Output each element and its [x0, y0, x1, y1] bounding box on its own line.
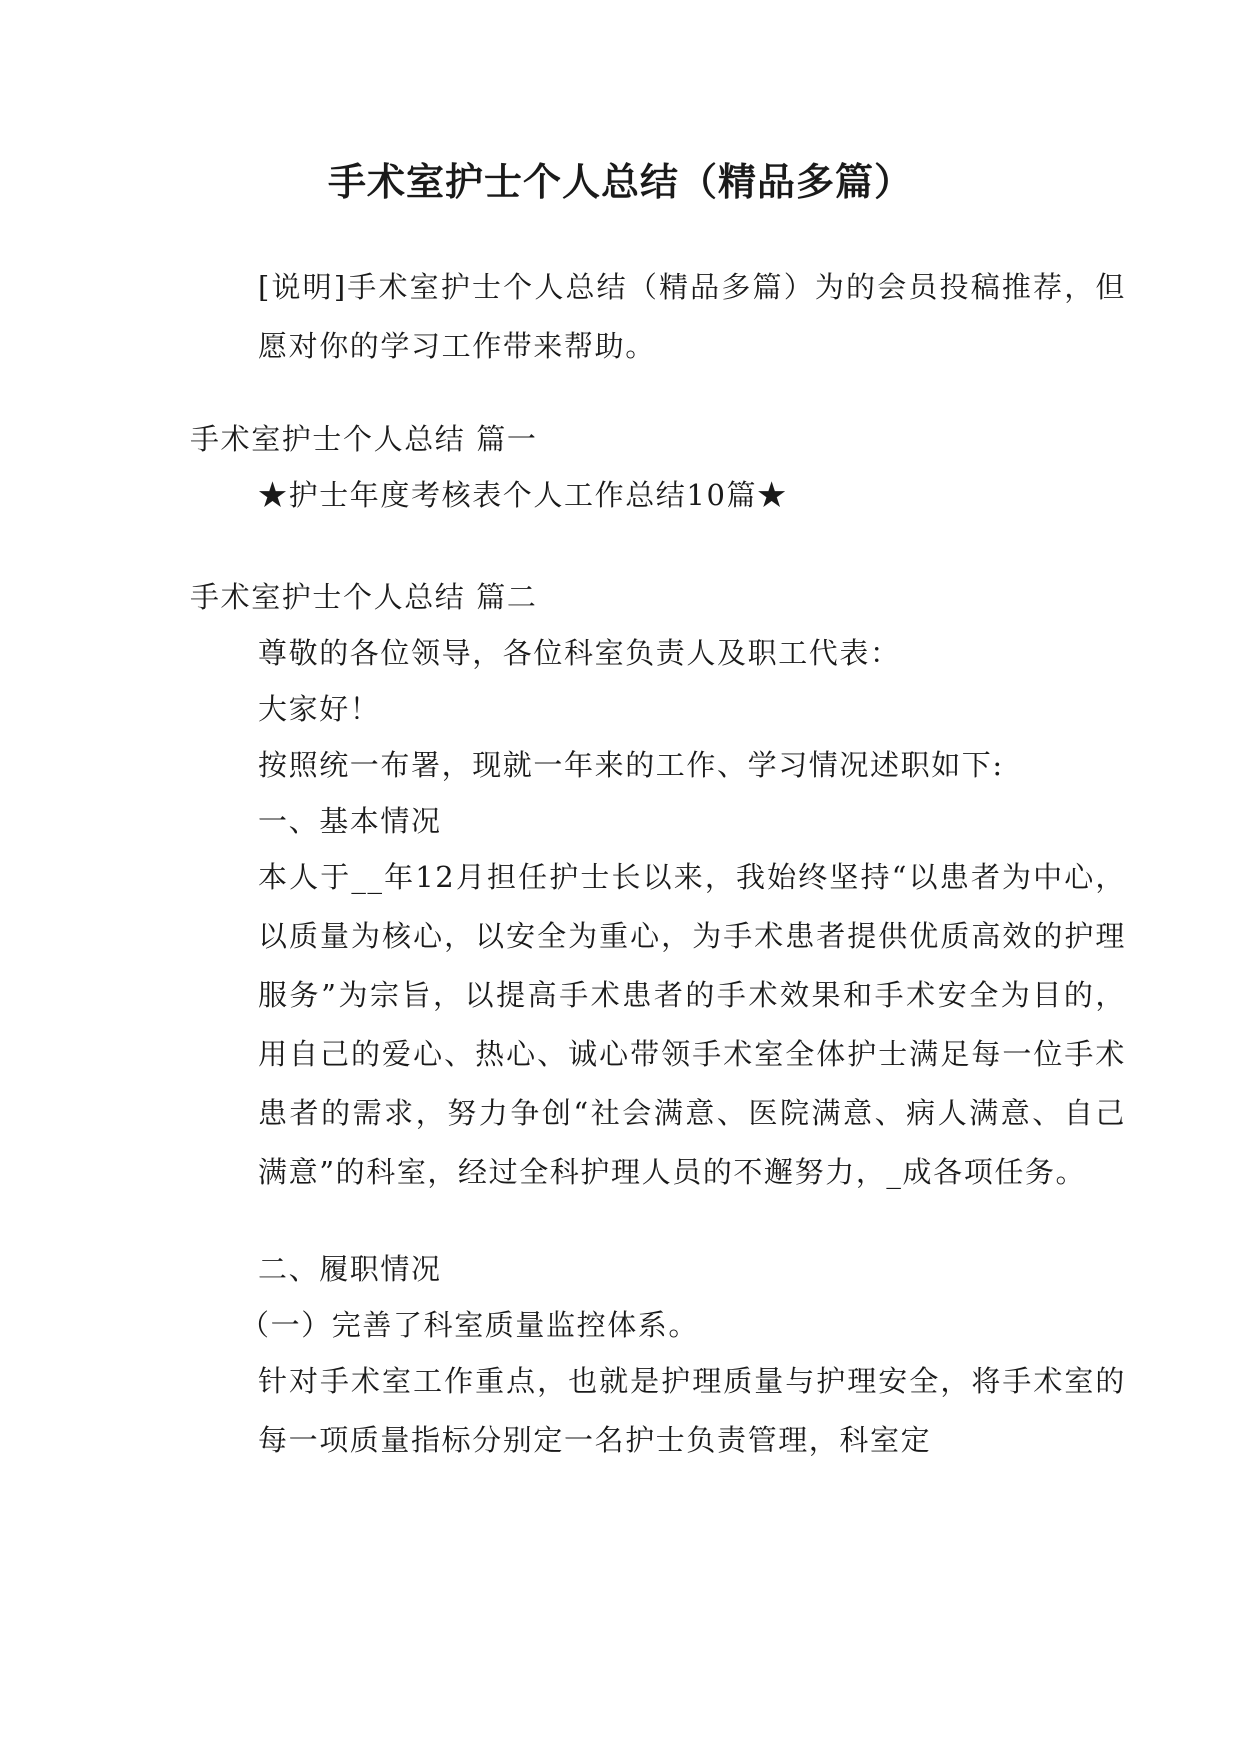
section1-heading: 手术室护士个人总结 篇一 [190, 422, 538, 456]
greeting-address: 尊敬的各位领导，各位科室负责人及职工代表： [258, 636, 901, 670]
section1-line: ★护士年度考核表个人工作总结10篇★ [258, 478, 788, 512]
heading-basic: 一、基本情况 [258, 804, 442, 838]
lead-in: 按照统一布署，现就一年来的工作、学习情况述职如下: [258, 748, 1004, 782]
subheading-quality: （一）完善了科室质量监控体系。 [240, 1308, 700, 1342]
paragraph-quality: 针对手术室工作重点，也就是护理质量与护理安全，将手术室的每一项质量指标分别定一名护士负责管理，科室定 [258, 1364, 1126, 1457]
heading-duty: 二、履职情况 [258, 1252, 442, 1286]
section2-heading: 手术室护士个人总结 篇二 [190, 580, 538, 614]
greeting-hello: 大家好！ [258, 692, 381, 726]
paragraph-basic: 本人于__年12月担任护士长以来，我始终坚持“以患者为中心，以质量为核心，以安全为重心，为手术患者提供优质高效的护理服务”为宗旨，以提高手术患者的手术效果和手术安全为目的，用自己的爱心、热心、诚心带领手术室全体护士满足每一位手术患者的需求，努力争创“社会满意、医院满意、病人满意、自己满意”的科室，经过全科护理人员的不邂努力，_成各项任务。 [258, 860, 1126, 1189]
intro-paragraph: [说明]手术室护士个人总结（精品多篇）为的会员投稿推荐，但愿对你的学习工作带来帮助。 [258, 270, 1126, 363]
document-title: 手术室护士个人总结（精品多篇） [327, 160, 913, 204]
